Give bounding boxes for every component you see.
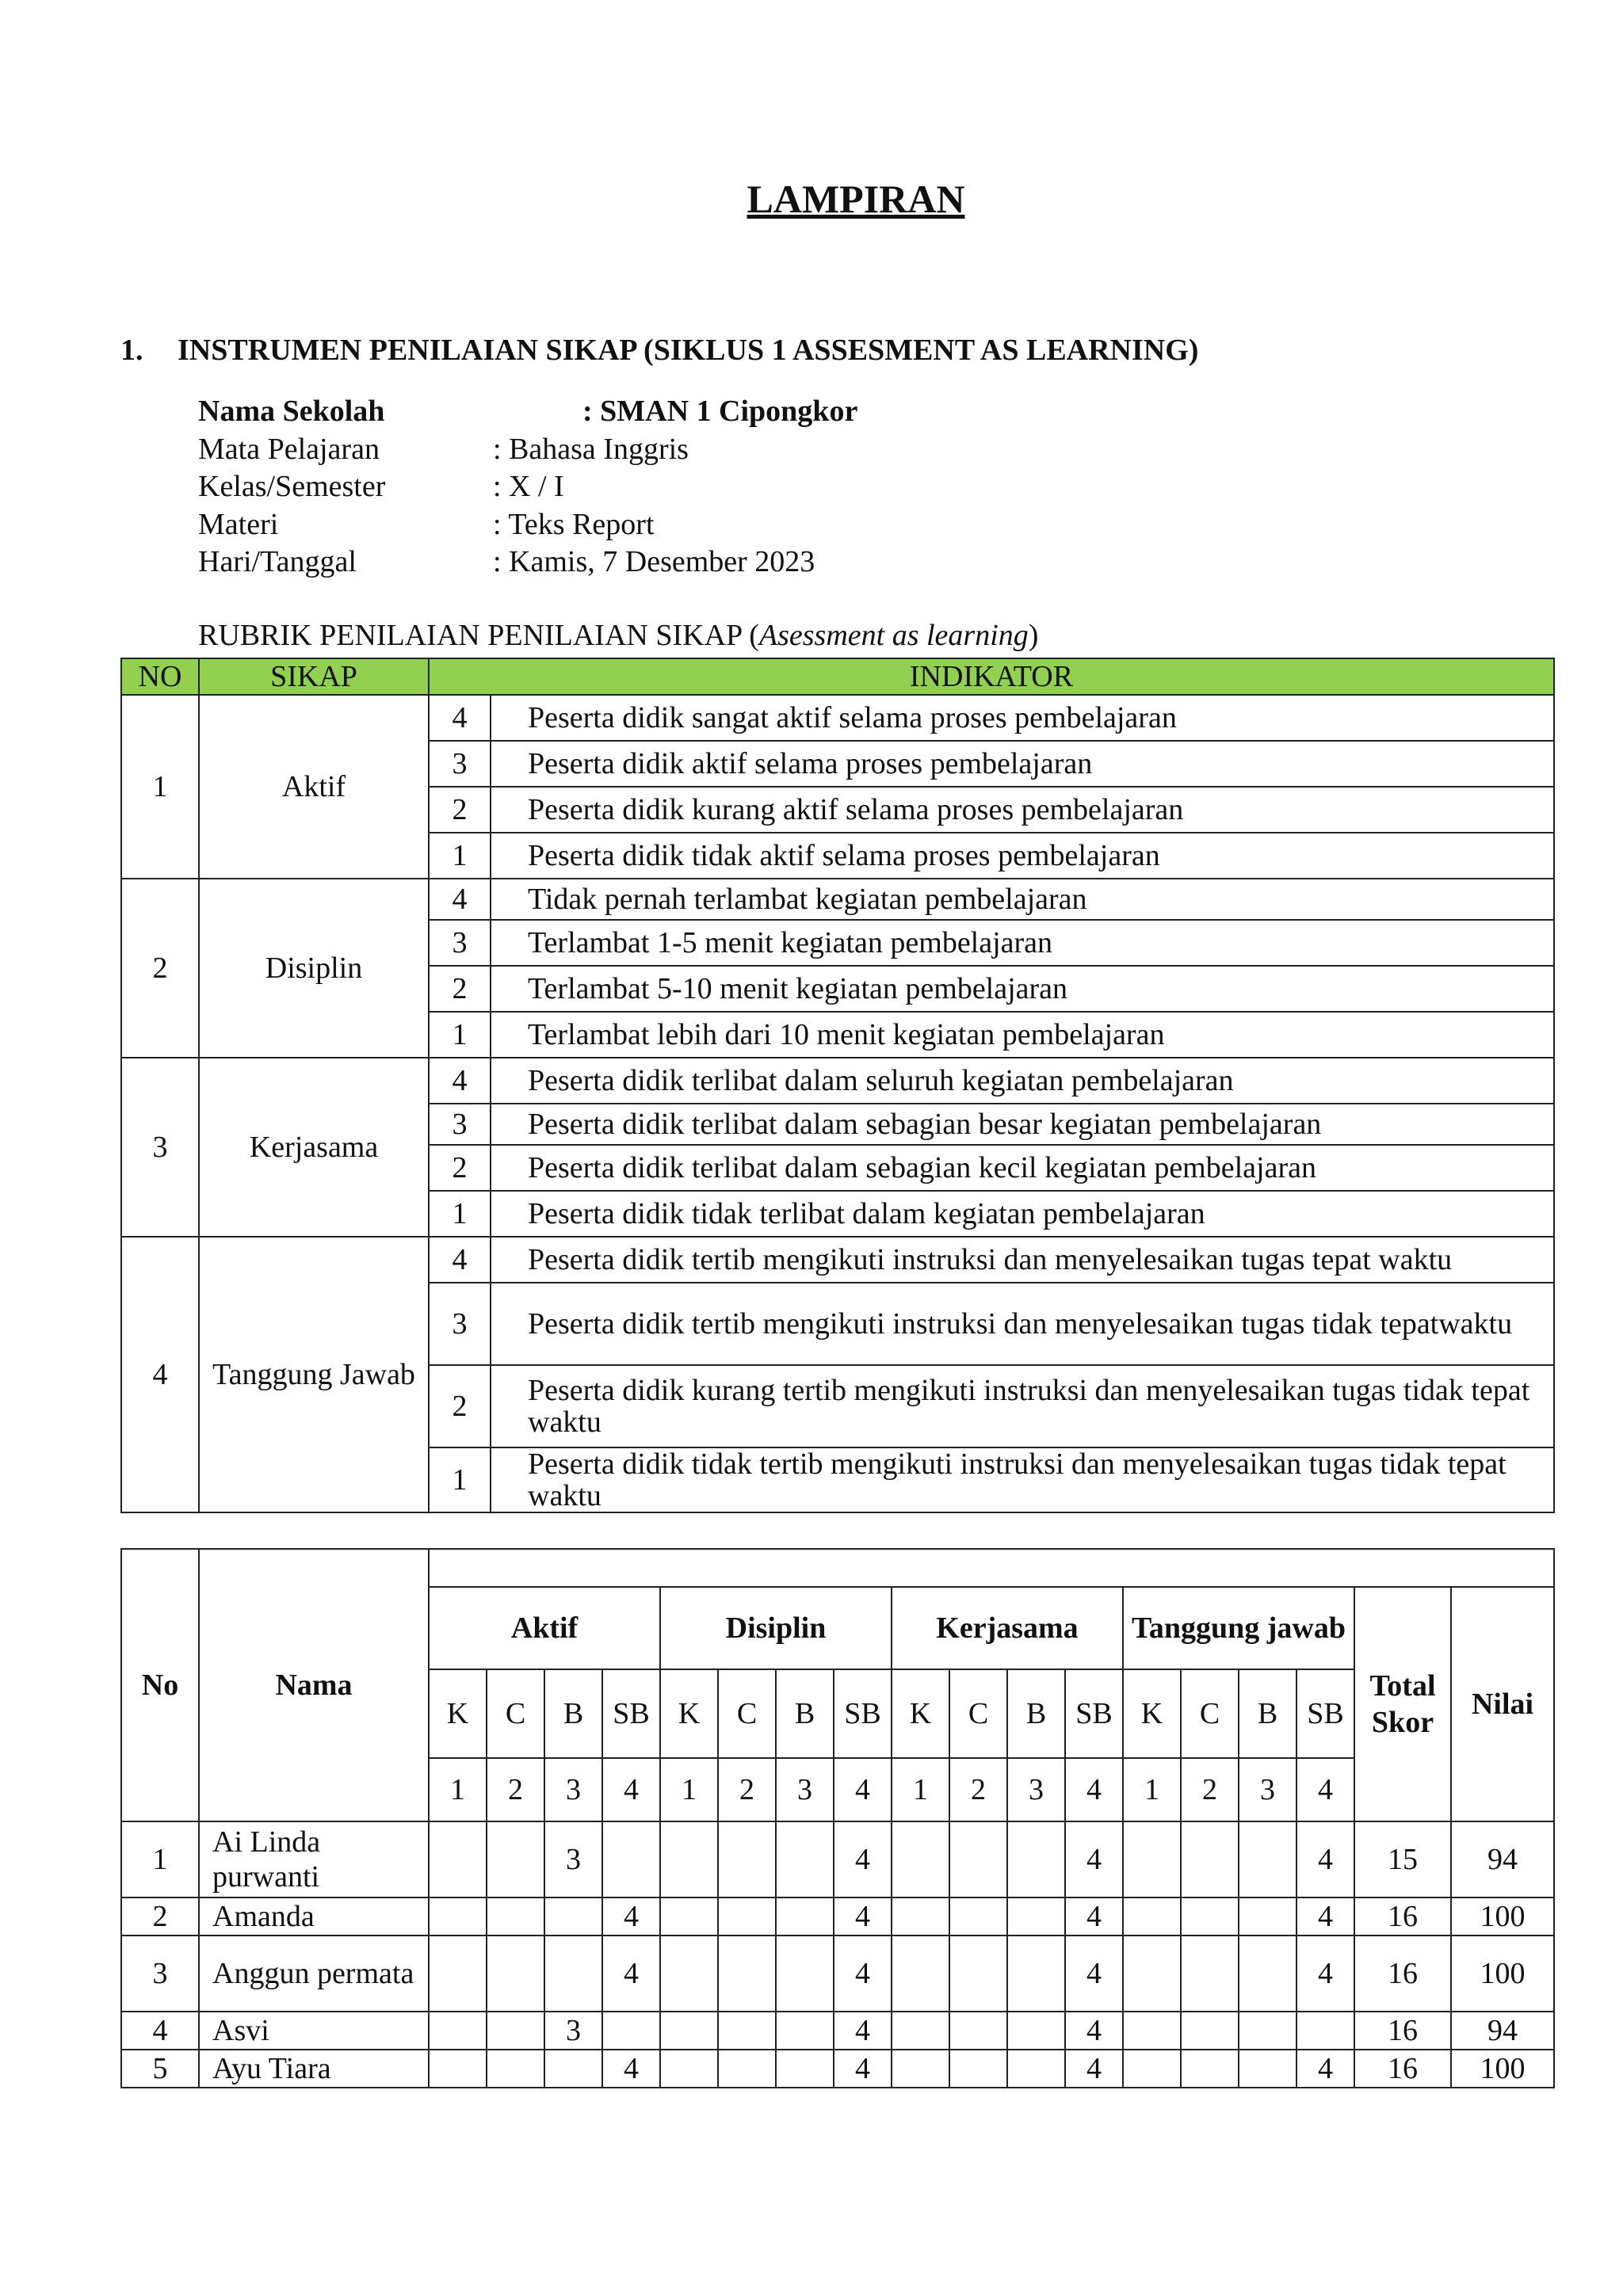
score-cell: [1007, 2050, 1065, 2088]
rubric-score: 1: [429, 1447, 491, 1512]
rubric-score: 1: [429, 833, 491, 879]
student-total: 16: [1354, 2050, 1451, 2088]
info-row-class: [198, 468, 857, 506]
num-cell: 2: [487, 1758, 544, 1821]
code-cell: K: [892, 1669, 949, 1758]
header-indikator: INDIKATOR: [429, 658, 1554, 695]
rubric-score: 3: [429, 741, 491, 787]
score-cell: [1181, 1897, 1239, 1936]
table-row: [121, 2050, 1554, 2088]
info-label: Nama Sekolah: [198, 395, 385, 428]
section-title: INSTRUMEN PENILAIAN SIKAP (SIKLUS 1 ASSESMENT AS LEARNING): [178, 334, 1199, 367]
student-no: 3: [121, 1936, 199, 2012]
rubric-sikap: Aktif: [199, 695, 429, 879]
score-cell: 4: [1065, 1821, 1123, 1897]
rubric-no: 1: [121, 695, 199, 879]
rubric-indicator: Peserta didik tidak tertib mengikuti instruksi dan menyelesaikan tugas tidak tepat waktu: [491, 1447, 1554, 1512]
student-no: 2: [121, 1897, 199, 1936]
score-cell: [660, 2012, 718, 2050]
rubric-title-italic: Asessment as learning: [758, 619, 1029, 652]
num-cell: 4: [834, 1758, 892, 1821]
score-cell: 4: [1065, 1936, 1123, 2012]
score-cell: [1181, 1936, 1239, 2012]
score-cell: 4: [1296, 1897, 1354, 1936]
rubric-indicator: Peserta didik terlibat dalam sebagian besar kegiatan pembelajaran: [491, 1104, 1554, 1145]
info-label: Kelas/Semester: [198, 470, 386, 503]
rubric-row: [121, 695, 1554, 741]
score-cell: [1123, 1821, 1181, 1897]
score-cell: [718, 2012, 776, 2050]
rubric-score: 2: [429, 1365, 491, 1447]
header-nama: Nama: [199, 1549, 429, 1821]
score-cell: [429, 1897, 487, 1936]
score-cell: [1123, 1897, 1181, 1936]
student-no: 4: [121, 2012, 199, 2050]
score-cell: [487, 1897, 544, 1936]
student-total: 16: [1354, 1936, 1451, 2012]
header-total: Total Skor: [1354, 1587, 1451, 1821]
rubric-header-row: [121, 658, 1554, 695]
score-cell: [544, 1936, 602, 2012]
code-cell: B: [1007, 1669, 1065, 1758]
score-cell: 3: [544, 1821, 602, 1897]
aspect-header: Aktif: [429, 1587, 660, 1669]
score-cell: [429, 1821, 487, 1897]
score-cell: [949, 1821, 1007, 1897]
info-value: : X / I: [493, 470, 564, 503]
code-cell: SB: [602, 1669, 660, 1758]
score-cell: [776, 1936, 834, 2012]
rubric-score: 1: [429, 1012, 491, 1058]
code-cell: B: [1239, 1669, 1296, 1758]
score-cell: [949, 2050, 1007, 2088]
student-nilai: 100: [1451, 1936, 1554, 2012]
student-nilai: 94: [1451, 2012, 1554, 2050]
score-cell: [429, 1936, 487, 2012]
score-cell: [718, 1897, 776, 1936]
student-no: 5: [121, 2050, 199, 2088]
score-cell: [1296, 2012, 1354, 2050]
student-name: Ayu Tiara: [199, 2050, 429, 2088]
score-cell: [892, 2050, 949, 2088]
score-cell: [892, 1897, 949, 1936]
school-info: [198, 393, 857, 582]
score-cell: [660, 1897, 718, 1936]
info-label: Hari/Tanggal: [198, 545, 357, 578]
score-cell: [1007, 1897, 1065, 1936]
score-cell: [892, 1936, 949, 2012]
rubric-title-text: RUBRIK PENILAIAN PENILAIAN SIKAP (: [198, 619, 759, 652]
num-cell: 2: [1181, 1758, 1239, 1821]
student-total: 15: [1354, 1821, 1451, 1897]
rubric-score: 3: [429, 1104, 491, 1145]
score-cell: [718, 1936, 776, 2012]
num-cell: 3: [1239, 1758, 1296, 1821]
section-heading: [120, 333, 1198, 368]
header-nilai: Nilai: [1451, 1587, 1554, 1821]
info-value: : SMAN 1 Cipongkor: [582, 395, 858, 428]
score-cell: 4: [1296, 2050, 1354, 2088]
num-cell: 1: [1123, 1758, 1181, 1821]
score-cell: 4: [834, 1936, 892, 2012]
score-cell: 4: [1296, 1821, 1354, 1897]
student-name: Asvi: [199, 2012, 429, 2050]
score-cell: 4: [1065, 2050, 1123, 2088]
num-cell: 3: [776, 1758, 834, 1821]
rubric-indicator: Peserta didik terlibat dalam seluruh kegiatan pembelajaran: [491, 1058, 1554, 1104]
score-cell: [1007, 1936, 1065, 2012]
rubric-no: 4: [121, 1237, 199, 1512]
num-cell: 2: [718, 1758, 776, 1821]
score-cell: 4: [834, 1897, 892, 1936]
code-cell: SB: [1065, 1669, 1123, 1758]
score-cell: [1007, 1821, 1065, 1897]
code-cell: K: [660, 1669, 718, 1758]
score-cell: [602, 2012, 660, 2050]
rubric-sikap: Disiplin: [199, 879, 429, 1058]
num-cell: 3: [1007, 1758, 1065, 1821]
student-no: 1: [121, 1821, 199, 1897]
rubric-indicator: Peserta didik sangat aktif selama proses pembelajaran: [491, 695, 1554, 741]
student-nilai: 100: [1451, 1897, 1554, 1936]
score-cell: 4: [1065, 2012, 1123, 2050]
num-cell: 4: [1296, 1758, 1354, 1821]
num-cell: 4: [1065, 1758, 1123, 1821]
rubric-indicator: Peserta didik tidak aktif selama proses pembelajaran: [491, 833, 1554, 879]
info-label: Mata Pelajaran: [198, 432, 380, 466]
code-cell: C: [718, 1669, 776, 1758]
student-nilai: 100: [1451, 2050, 1554, 2088]
score-cell: [892, 1821, 949, 1897]
score-cell: [776, 1897, 834, 1936]
score-cell: [776, 2050, 834, 2088]
score-cell: [1123, 2050, 1181, 2088]
rubric-no: 3: [121, 1058, 199, 1237]
info-row-date: [198, 543, 857, 582]
score-cell: [718, 1821, 776, 1897]
student-total: 16: [1354, 1897, 1451, 1936]
info-row-subject: [198, 431, 857, 469]
student-total: 16: [1354, 2012, 1451, 2050]
code-cell: B: [776, 1669, 834, 1758]
rubric-score: 2: [429, 787, 491, 833]
num-cell: 1: [892, 1758, 949, 1821]
rubric-indicator: Peserta didik tidak terlibat dalam kegiatan pembelajaran: [491, 1191, 1554, 1237]
score-cell: [776, 1821, 834, 1897]
score-cell: [949, 1936, 1007, 2012]
rubric-score: 1: [429, 1191, 491, 1237]
info-row-school: [198, 393, 857, 431]
rubric-sikap: Kerjasama: [199, 1058, 429, 1237]
score-cell: 4: [1065, 1897, 1123, 1936]
score-cell: [487, 1936, 544, 2012]
code-cell: C: [949, 1669, 1007, 1758]
header-no: NO: [121, 658, 199, 695]
rubric-indicator: Peserta didik tertib mengikuti instruksi dan menyelesaikan tugas tidak tepatwaktu: [491, 1283, 1554, 1365]
score-cell: [1239, 1821, 1296, 1897]
score-cell: [1181, 2012, 1239, 2050]
table-row: [121, 2012, 1554, 2050]
info-value: : Bahasa Inggris: [493, 432, 689, 466]
score-cell: [1181, 1821, 1239, 1897]
student-name: Amanda: [199, 1897, 429, 1936]
score-cell: [776, 2012, 834, 2050]
rubric-score: 4: [429, 879, 491, 920]
score-cell: [1123, 2012, 1181, 2050]
score-cell: [1007, 2012, 1065, 2050]
rubric-score: 4: [429, 695, 491, 741]
score-cell: [1181, 2050, 1239, 2088]
num-cell: 2: [949, 1758, 1007, 1821]
rubric-indicator: Terlambat 1-5 menit kegiatan pembelajaran: [491, 920, 1554, 966]
rubric-indicator: Peserta didik terlibat dalam sebagian kecil kegiatan pembelajaran: [491, 1145, 1554, 1191]
score-cell: [660, 1821, 718, 1897]
rubric-sikap: Tanggung Jawab: [199, 1237, 429, 1512]
code-cell: SB: [1296, 1669, 1354, 1758]
table-row: [121, 1821, 1554, 1897]
score-cell: 4: [602, 1936, 660, 2012]
num-cell: 4: [602, 1758, 660, 1821]
code-cell: K: [1123, 1669, 1181, 1758]
rubric-row: [121, 1237, 1554, 1283]
rubric-indicator: Tidak pernah terlambat kegiatan pembelajaran: [491, 879, 1554, 920]
score-cell: 4: [602, 2050, 660, 2088]
score-cell: [1239, 1897, 1296, 1936]
num-cell: 3: [544, 1758, 602, 1821]
rubric-indicator: Peserta didik tertib mengikuti instruksi dan menyelesaikan tugas tepat waktu: [491, 1237, 1554, 1283]
score-cell: [660, 2050, 718, 2088]
score-cell: [1239, 2012, 1296, 2050]
table-row: [121, 1936, 1554, 2012]
rubric-no: 2: [121, 879, 199, 1058]
rubric-score: 2: [429, 1145, 491, 1191]
code-cell: C: [1181, 1669, 1239, 1758]
rubric-score: 4: [429, 1237, 491, 1283]
score-table: [120, 1548, 1555, 2088]
student-name: Ai Linda purwanti: [199, 1821, 429, 1897]
rubric-score: 3: [429, 1283, 491, 1365]
header-no: No: [121, 1549, 199, 1821]
rubric-row: [121, 1058, 1554, 1104]
info-row-material: [198, 506, 857, 544]
score-cell: [429, 2012, 487, 2050]
score-cell: [487, 2012, 544, 2050]
rubric-indicator: Peserta didik kurang aktif selama proses pembelajaran: [491, 787, 1554, 833]
score-cell: 4: [602, 1897, 660, 1936]
score-spacer-row: [121, 1549, 1554, 1587]
score-cell: [892, 2012, 949, 2050]
rubric-score: 3: [429, 920, 491, 966]
score-cell: [544, 2050, 602, 2088]
info-value: : Teks Report: [493, 507, 655, 541]
code-cell: B: [544, 1669, 602, 1758]
aspect-header: Kerjasama: [892, 1587, 1123, 1669]
header-sikap: SIKAP: [199, 658, 429, 695]
score-cell: [602, 1821, 660, 1897]
score-cell: [1239, 1936, 1296, 2012]
score-cell: [544, 1897, 602, 1936]
code-cell: C: [487, 1669, 544, 1758]
score-cell: [949, 1897, 1007, 1936]
score-cell: 4: [834, 2012, 892, 2050]
score-cell: 4: [1296, 1936, 1354, 2012]
rubric-indicator: Peserta didik aktif selama proses pembelajaran: [491, 741, 1554, 787]
section-number: 1.: [120, 334, 143, 367]
score-cell: [660, 1936, 718, 2012]
score-cell: [1123, 1936, 1181, 2012]
score-cell: [429, 2050, 487, 2088]
rubric-indicator: Terlambat lebih dari 10 menit kegiatan pembelajaran: [491, 1012, 1554, 1058]
student-name: Anggun permata: [199, 1936, 429, 2012]
num-cell: 1: [660, 1758, 718, 1821]
score-cell: [949, 2012, 1007, 2050]
info-value: : Kamis, 7 Desember 2023: [493, 545, 815, 578]
rubric-row: [121, 879, 1554, 920]
rubric-score: 2: [429, 966, 491, 1012]
score-cell: [718, 2050, 776, 2088]
rubric-score: 4: [429, 1058, 491, 1104]
rubric-indicator: Peserta didik kurang tertib mengikuti instruksi dan menyelesaikan tugas tidak tepat waktu: [491, 1365, 1554, 1447]
rubric-indicator: Terlambat 5-10 menit kegiatan pembelajaran: [491, 966, 1554, 1012]
score-cell: [487, 2050, 544, 2088]
blank-cell: [429, 1549, 1554, 1587]
score-cell: 3: [544, 2012, 602, 2050]
page-title: LAMPIRAN: [747, 177, 965, 221]
num-cell: 1: [429, 1758, 487, 1821]
rubric-table: [120, 658, 1555, 1513]
score-cell: [487, 1821, 544, 1897]
table-row: [121, 1897, 1554, 1936]
aspect-header: Tanggung jawab: [1123, 1587, 1354, 1669]
aspect-header: Disiplin: [660, 1587, 892, 1669]
score-cell: 4: [834, 2050, 892, 2088]
student-nilai: 94: [1451, 1821, 1554, 1897]
code-cell: K: [429, 1669, 487, 1758]
score-cell: [1239, 2050, 1296, 2088]
score-cell: 4: [834, 1821, 892, 1897]
code-cell: SB: [834, 1669, 892, 1758]
info-label: Materi: [198, 507, 279, 541]
rubric-title-suffix: ): [1028, 619, 1039, 652]
rubric-title: [198, 618, 1038, 653]
